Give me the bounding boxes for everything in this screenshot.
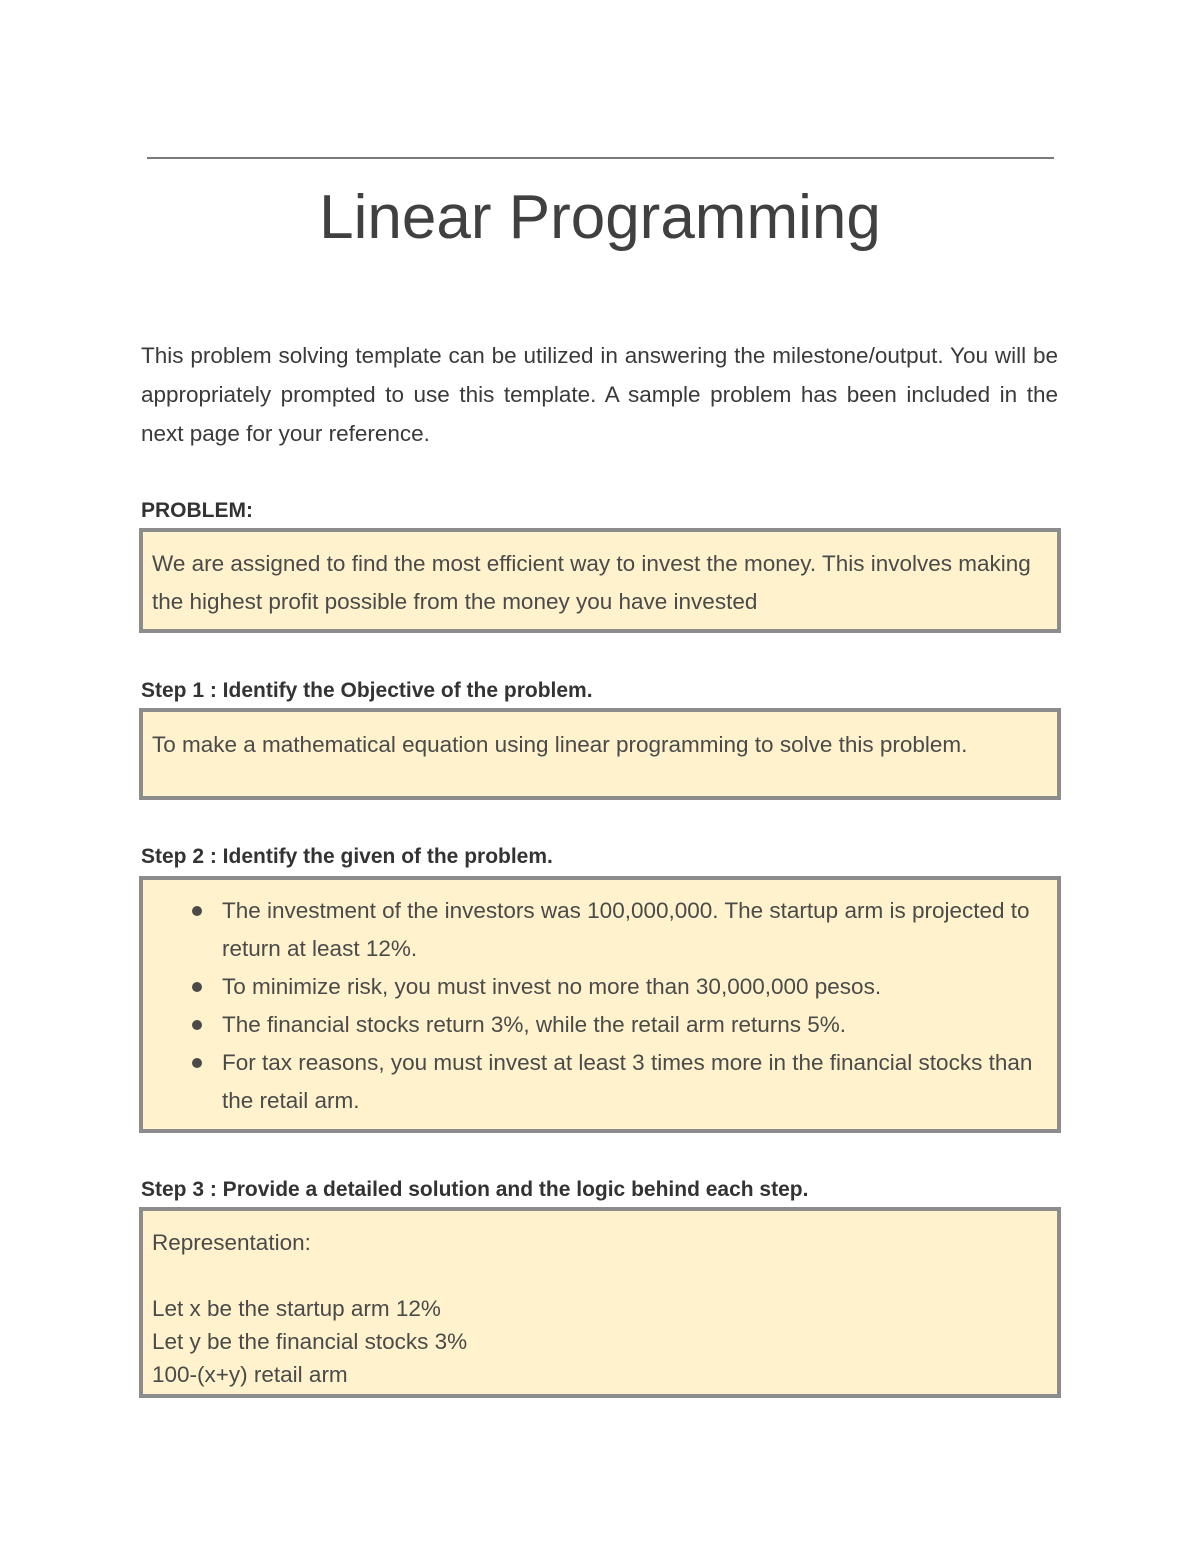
step1-text: To make a mathematical equation using linear programming to solve this problem. <box>152 732 968 757</box>
step2-box <box>139 876 1061 1133</box>
variable-x-line: Let x be the startup arm 12% <box>152 1296 441 1321</box>
problem-text: We are assigned to find the most efficient way to invest the money. This involves making the highest profit possible from the money you have invested <box>152 551 1031 614</box>
bullet-icon <box>192 982 202 992</box>
list-item <box>152 1044 1049 1120</box>
given-text: The financial stocks return 3%, while the retail arm returns 5%. <box>222 1012 847 1037</box>
variable-y-line: Let y be the financial stocks 3% <box>152 1329 468 1354</box>
bullet-icon <box>192 1020 202 1030</box>
document-title: Linear Programming <box>319 183 881 252</box>
title-divider <box>147 157 1054 159</box>
problem-box <box>139 528 1061 633</box>
given-text: To minimize risk, you must invest no more than 30,000,000 pesos. <box>222 974 882 999</box>
given-text: For tax reasons, you must invest at least 3 times more in the financial stocks than the retail arm. <box>222 1050 1033 1113</box>
step2-heading: Step 2 : Identify the given of the problem. <box>141 845 553 868</box>
step1-box <box>139 708 1061 800</box>
list-item <box>152 1006 1049 1044</box>
step3-heading: Step 3 : Provide a detailed solution and the logic behind each step. <box>141 1178 809 1201</box>
bullet-icon <box>192 906 202 916</box>
list-item <box>152 892 1049 968</box>
retail-arm-line: 100-(x+y) retail arm <box>152 1362 348 1387</box>
intro-paragraph: This problem solving template can be utilized in answering the milestone/output. You will be appropriately prompted to use this template. A sample problem has been included in the next page for your reference. <box>141 343 1058 446</box>
given-text: The investment of the investors was 100,000,000. The startup arm is projected to return at least 12%. <box>222 898 1030 961</box>
step1-heading: Step 1 : Identify the Objective of the problem. <box>141 679 593 702</box>
givens-list <box>152 892 1049 1120</box>
list-item <box>152 968 1049 1006</box>
bullet-icon <box>192 1058 202 1068</box>
representation-label: Representation: <box>152 1230 311 1255</box>
step3-box <box>139 1207 1061 1398</box>
blank-line <box>152 1259 1049 1292</box>
problem-heading: PROBLEM: <box>141 499 253 522</box>
